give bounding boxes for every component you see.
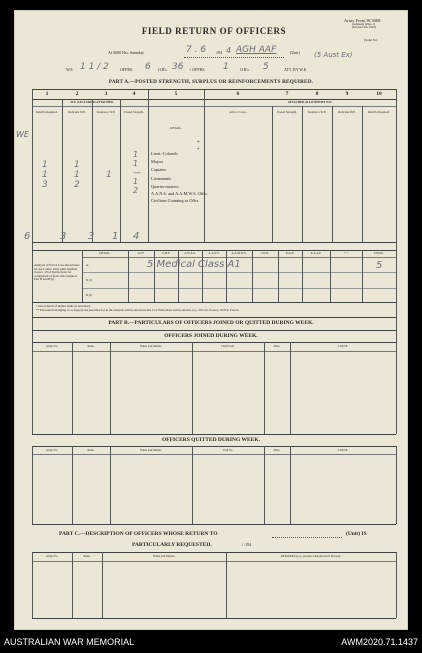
analysis-col-line-2: [154, 250, 155, 302]
analysis-col-line-6: [252, 250, 253, 302]
part-c-title: PART C.—DESCRIPTION OF OFFICERS WHOSE RETURN TO: [59, 531, 218, 537]
joined-head-3: Name and Initials.: [139, 344, 163, 348]
col-number-9: 9: [345, 91, 349, 97]
col4-v0: 1: [133, 150, 139, 159]
analysis-col-line-9: [330, 250, 331, 302]
total-1: 3: [60, 231, 67, 242]
col-number-8: 8: [315, 91, 319, 97]
col-head-1: Reinf'ts Required.: [36, 110, 58, 114]
form-title: FIELD RETURN OF OFFICERS: [141, 26, 287, 36]
footer-left: AUSTRALIAN WAR MEMORIAL: [4, 637, 135, 647]
analysis-head-3: C.M.F.: [161, 251, 171, 255]
quitted-head-2: Rank.: [87, 448, 95, 452]
star-marks: * *: [197, 141, 200, 153]
col-number-7: 7: [285, 91, 289, 97]
joined-head-2: Rank.: [87, 344, 95, 348]
analysis-head-9: R.A.A.F.: [310, 251, 322, 255]
total-4: 4: [133, 231, 140, 242]
col2-values: [74, 160, 80, 190]
unit-note-handwritten: (5 Aust Ex): [314, 51, 353, 59]
col-head-4: Posted Strength.: [124, 110, 144, 114]
col4-v4: 2: [133, 186, 139, 195]
we-excl-label: W.E. EXCLUDING ATTACHED.: [70, 100, 114, 104]
col-head-9: Deficient W.E.: [338, 110, 356, 114]
col-number-3: 3: [104, 91, 108, 97]
col-head-3: Surplus to W.E.: [96, 110, 116, 114]
analysis-head-2: A.I.F.: [137, 251, 145, 255]
quitted-head-1: Army No.: [45, 448, 59, 452]
quitted-head-4: Unit To.: [223, 448, 233, 452]
plus-offrs-label: + OFFRS.: [189, 67, 206, 72]
ors-handwritten: 36: [172, 62, 184, 72]
ors-label: O.R's: [158, 67, 167, 72]
analysis-col-line-8: [302, 250, 303, 302]
part-c-date: / /194: [242, 542, 252, 547]
rank-civilians: Civilians Counting as Offrs.: [151, 197, 200, 203]
partc-head-1: Army No.: [45, 554, 59, 558]
col-head-10: Reinf'ts Required.: [368, 110, 390, 114]
col1-v1: 1: [42, 170, 48, 180]
joined-title: OFFICERS JOINED DURING WEEK.: [164, 333, 258, 339]
form-id-line2: (Adapted) (Page 1): [352, 22, 375, 26]
col-head-6: Arm or Corps.: [229, 110, 247, 114]
analysis-text: Analysis of Part A to be shown here for ALL units. Only units notified in para. 18 of Instructions for completion of form will complete Part B and B (i).: [34, 263, 80, 282]
total-0: 6: [24, 231, 31, 242]
analysis-head-7: CIVIL.: [260, 251, 270, 255]
rank-captains: Captains: [151, 167, 167, 173]
quitted-title: OFFICERS QUITTED DURING WEEK.: [162, 437, 260, 443]
col4-values: [133, 150, 141, 195]
we-label: W.E.: [66, 67, 74, 72]
quitted-head-3: Name and Initials.: [139, 448, 163, 452]
col-number-10: 10: [376, 91, 382, 97]
analysis-head-10: * *: [344, 251, 348, 255]
form-id: [344, 18, 404, 30]
analysis-col-line-4: [202, 250, 203, 302]
col1-v2: 3: [42, 180, 48, 190]
col4-v3: 1: [133, 177, 139, 186]
col1-v0: 1: [42, 160, 48, 170]
year-handwritten: 4: [226, 46, 232, 55]
analysis-row-r1: R (1): [86, 278, 93, 282]
note-1: * Insert detail of higher ranks as necessary.: [36, 304, 91, 308]
col-number-1: 1: [45, 91, 49, 97]
at-label: At 0600 Hrs. Saturday: [108, 50, 144, 55]
plus-offrs-handwritten: 1: [223, 62, 229, 72]
col-number-5: 5: [174, 91, 178, 97]
analysis-head-11: TOTAL.: [373, 251, 385, 255]
analysis-head-8: R.A.N.: [285, 251, 295, 255]
offrs-handwritten: 6: [145, 62, 151, 72]
analysis-col-line-1: [128, 250, 129, 302]
form-id-line3: (Revised Jan. 1942): [352, 25, 376, 30]
col-head-8: Surplus to W.E.: [307, 110, 327, 114]
col3-v2: 1: [106, 170, 112, 180]
joined-head-6: CAUSE.: [337, 344, 349, 348]
analysis-head-6: A.A.M.W.S.: [231, 251, 247, 255]
rank-quartermasters: Quarter-masters: [151, 183, 179, 189]
archive-footer: [0, 634, 422, 653]
att-allowed-label: ATTACHED ALLOWED BY W.E.: [287, 100, 333, 104]
col-head-2: Deficient W.E.: [68, 110, 86, 114]
col2-v2: 2: [74, 180, 80, 190]
partc-head-4: REMARKS (e.g., present whereabouts if known).: [281, 554, 341, 558]
part-c-requested: PARTICULARLY REQUESTED.: [132, 542, 212, 548]
col-head-5: DETAIL.: [170, 126, 182, 130]
form-page: [14, 10, 408, 630]
form-id-line1: Army Form W.3008: [344, 18, 381, 23]
rank-majors: Majors: [151, 159, 164, 165]
analysis-row-a: A.: [86, 263, 89, 267]
analysis-head-1: DETAIL.: [99, 251, 111, 255]
col4-v2: —: [133, 168, 141, 177]
analysis-col-line-7: [278, 250, 279, 302]
partc-head-3: Name and Initials.: [152, 554, 176, 558]
joined-head-1: Army No.: [45, 344, 59, 348]
analysis-col-line-3: [178, 250, 179, 302]
analysis-row-r2: R (2): [86, 293, 93, 297]
col4-v1: 1: [133, 159, 139, 168]
analysis-head-5: A.A.N.S.: [208, 251, 220, 255]
ors2-label: O.R's: [240, 67, 249, 72]
year-label: 194: [216, 50, 222, 55]
side-handwritten: WE: [16, 130, 29, 139]
we-handwritten: 1 1 / 2: [80, 62, 109, 72]
serial-label: (Serial No): [364, 38, 378, 42]
part-c-unit-is: (Unit) IS: [346, 531, 367, 537]
col1-values: [42, 160, 48, 190]
col2-v0: 1: [74, 160, 80, 170]
joined-head-4: Unit From.: [221, 344, 235, 348]
ors2-handwritten: 5: [263, 62, 269, 72]
offrs-label: OFFRS.: [120, 67, 134, 72]
total-2: 3: [88, 231, 95, 242]
rank-lt-col: Lieut.-Colonels: [151, 151, 178, 156]
rank-aans: A.A.N.S. and A.A.M.W.S. Offrs.: [151, 191, 208, 197]
analysis-handwritten: 5 Medical Class A1: [147, 259, 241, 270]
partc-head-2: Rank.: [83, 554, 91, 558]
unit-handwritten: AGH AAF: [236, 45, 277, 55]
note-2: ** Personnel belonging to a category not provided for in the analysis will be shown in this Col. Particulars will be shown, e.g., 20 U.K. Forces; 10 N.Z. Forces: [36, 308, 239, 312]
col2-v1: 1: [74, 170, 80, 180]
part-b-title: PART B.—PARTICULARS OF OFFICERS JOINED OR QUITTED DURING WEEK.: [108, 320, 314, 326]
rank-lieutenants: Lieutenants: [151, 175, 172, 181]
analysis-total-handwritten: 5: [376, 260, 383, 271]
col-head-7: Posted Strength.: [277, 110, 297, 114]
col3-values: [106, 170, 112, 180]
date-handwritten: 7 . 6: [186, 45, 207, 55]
rank-list: [151, 150, 211, 204]
total-3: 1: [112, 231, 119, 242]
quitted-head-6: CAUSE.: [337, 448, 349, 452]
col-number-6: 6: [236, 91, 240, 97]
footer-right: AWM2020.71.1437: [341, 637, 418, 647]
part-a-title: PART A.—POSTED STRENGTH, SURPLUS OR REINFORCEMENTS REQUIRED.: [108, 79, 314, 85]
analysis-col-line-5: [226, 250, 227, 302]
joined-head-5: Date.: [273, 344, 281, 348]
analysis-col-line-10: [362, 250, 363, 302]
col-number-4: 4: [132, 91, 136, 97]
analysis-head-4: A.W.A.S.: [184, 251, 196, 255]
unit-label: (Unit): [290, 50, 300, 55]
col-number-2: 2: [75, 91, 79, 97]
att-label: ATT. BY W.E.: [284, 67, 308, 72]
quitted-head-5: Date.: [273, 448, 281, 452]
